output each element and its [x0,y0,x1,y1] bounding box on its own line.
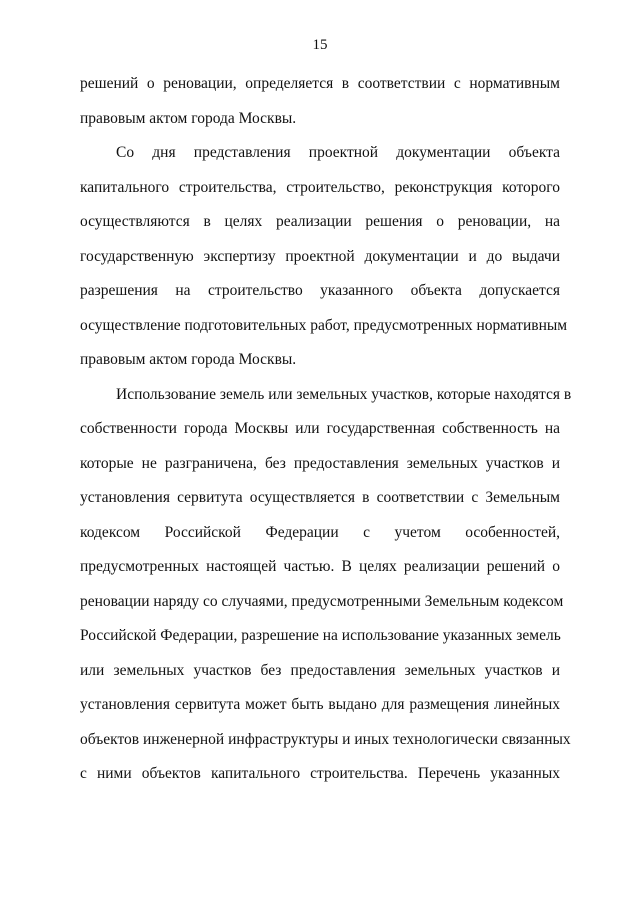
text-line: правовым актом города Москвы. [80,351,297,368]
text-line: государственную экспертизу проектной документации и до выдачи [80,247,560,265]
text-line: установления сервитута может быть выдано для размещения линейных [80,696,560,713]
text-line: с ними объектов капитального строительства. Перечень указанных [80,765,560,782]
text-line: осуществление подготовительных работ, предусмотренных нормативным [80,316,568,334]
text-line: разрешения на строительство указанного объекта допускается [80,282,560,299]
text-line: или земельных участков без предоставления земельных участков и [80,661,560,679]
text-line: осуществляются в целях реализации решения о реновации, на [80,213,560,230]
text-line: решений о реновации, определяется в соответствии с нормативным [80,75,560,92]
paragraph-3 [80,378,572,792]
text-line: объектов инженерной инфраструктуры и иных технологически связанных [80,730,571,748]
text-line: собственности города Москвы или государственная собственность на [80,420,560,437]
text-line: Со дня представления проектной документации объекта [116,144,560,161]
document-body [80,67,572,792]
text-line: Российской Федерации, разрешение на использование указанных земель [80,627,561,644]
paragraph-1 [80,67,560,136]
text-line: предусмотренных настоящей частью. В целях реализации решений о [80,558,560,575]
text-line: правовым актом города Москвы. [80,109,297,127]
paragraph-2 [80,136,568,378]
page-number: 15 [312,37,328,53]
text-line: кодексом Российской Федерации с учетом особенностей, [80,523,560,541]
text-line: капитального строительства, строительство, реконструкция которого [80,178,560,196]
text-line: Использование земель или земельных участков, которые находятся в [116,385,572,403]
text-line: которые не разграничена, без предоставления земельных участков и [80,454,560,472]
text-line: реновации наряду со случаями, предусмотренными Земельным кодексом [80,592,564,610]
text-line: установления сервитута осуществляется в соответствии с Земельным [80,489,560,506]
